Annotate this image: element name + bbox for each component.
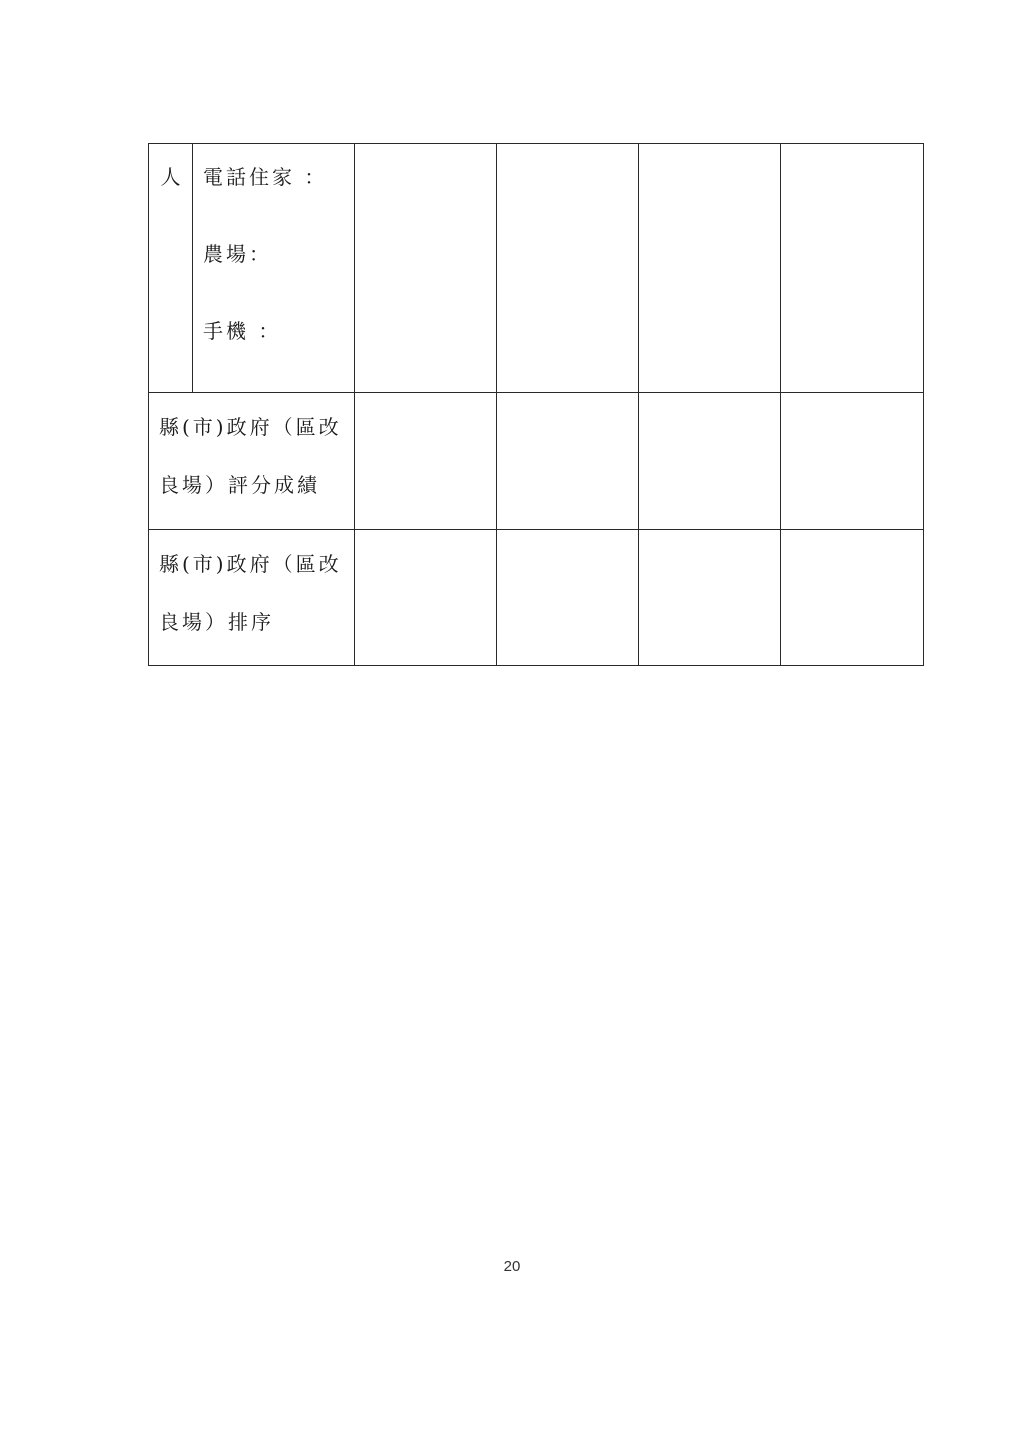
contact-row [149,144,924,393]
rank-row-label [149,530,355,666]
page-number: 20 [503,1258,521,1275]
rank-entry-cell-4[interactable] [781,530,924,666]
contact-phone-cell [193,144,355,393]
score-label-line-1: 縣(市)政府（區改 [159,415,342,439]
rank-entry-cell-1[interactable] [355,530,497,666]
rank-row [149,530,924,666]
rank-entry-cell-2[interactable] [497,530,639,666]
score-label-line-2: 良場）評分成績 [159,473,320,497]
home-phone-label: 電話住家 ： [203,165,328,189]
rank-label-line-1: 縣(市)政府（區改 [159,552,342,576]
score-row-label [149,393,355,530]
score-entry-cell-4[interactable] [781,393,924,530]
person-label: 人 [160,165,181,189]
mobile-phone-label: 手機 ： [203,319,282,343]
application-form-table [148,143,924,666]
contact-entry-cell-1[interactable] [355,144,497,393]
contact-entry-cell-4[interactable] [781,144,924,393]
farm-phone-label: 農場： [203,242,272,266]
score-entry-cell-3[interactable] [639,393,781,530]
person-label-cell [149,144,193,393]
rank-label-line-2: 良場）排序 [159,610,274,634]
score-entry-cell-2[interactable] [497,393,639,530]
score-row [149,393,924,530]
contact-entry-cell-2[interactable] [497,144,639,393]
score-entry-cell-1[interactable] [355,393,497,530]
contact-entry-cell-3[interactable] [639,144,781,393]
rank-entry-cell-3[interactable] [639,530,781,666]
